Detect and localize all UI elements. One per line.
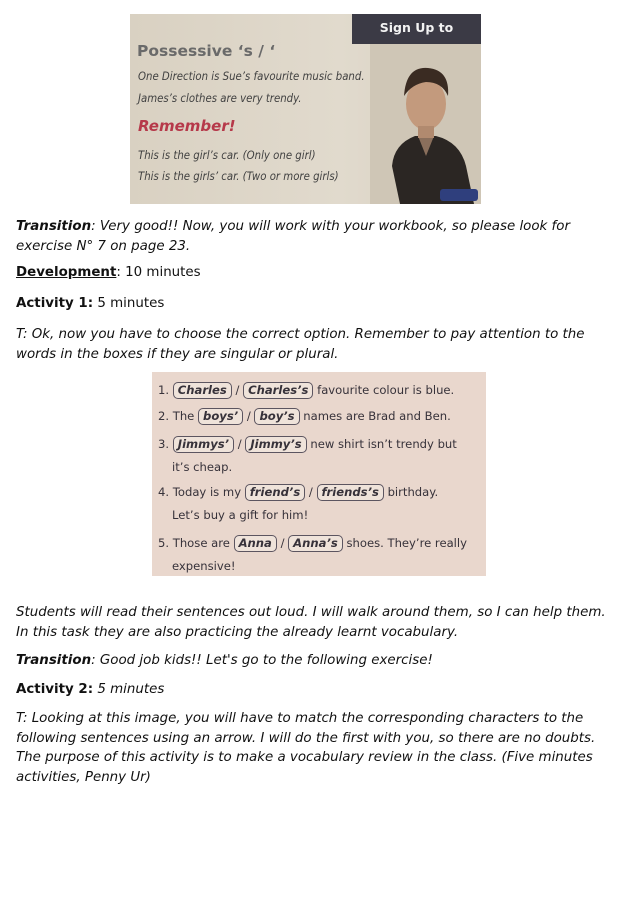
transition-2-text: Good job kids!! Let's go to the following exercise!: [99, 653, 433, 668]
development-line: Development: 10 minutes: [16, 265, 201, 280]
development-label: Development: [16, 265, 117, 280]
option-a-box[interactable]: Anna: [234, 535, 277, 552]
exercise-suffix: new shirt isn’t trendy but: [310, 437, 457, 451]
instruction-2: T: Looking at this image, you will have to match the corresponding characters to the following sentences using an arrow. I will do the first with you, so there are no doubts. The purpose of this activity is to make a vocabulary review in the class. (Five minutes activities, Penny Ur): [16, 711, 596, 785]
remember-heading: Remember!: [138, 117, 236, 135]
grammar-example-1: One Direction is Sue’s favourite music band.: [138, 70, 365, 83]
option-a-box[interactable]: boys’: [198, 408, 243, 425]
option-b-box[interactable]: Charles’s: [243, 382, 313, 399]
option-a-box[interactable]: Charles: [173, 382, 232, 399]
transition-1: Transition: Very good!! Now, you will work with your workbook, so please look for exercise N° 7 on page 23.: [16, 219, 570, 254]
grammar-box-photo: [130, 14, 481, 204]
exercise-suffix: names are Brad and Ben.: [303, 409, 451, 423]
option-separator: /: [237, 437, 242, 451]
exercise-number: 3.: [158, 437, 170, 451]
exercise-continuation: expensive!: [172, 559, 236, 573]
exercise-continuation: it’s cheap.: [172, 460, 233, 474]
exercise-prefix: Those are: [172, 536, 230, 550]
option-separator: /: [308, 485, 313, 499]
exercise-item: [158, 535, 467, 552]
exercise-number: 1.: [158, 383, 170, 397]
exercise-number: 5.: [158, 536, 170, 550]
activity-1-label: Activity 1:: [16, 296, 94, 311]
option-b-box[interactable]: Anna’s: [288, 535, 343, 552]
transition-2-label: Transition: [16, 653, 92, 668]
option-separator: /: [246, 409, 251, 423]
activity-1-text: 5 minutes: [97, 296, 165, 311]
option-separator: /: [280, 536, 285, 550]
exercise-number: 2.: [158, 409, 170, 423]
development-text: 10 minutes: [125, 265, 201, 280]
option-b-box[interactable]: Jimmy’s: [245, 436, 306, 453]
grammar-heading: Possessive ‘s / ‘: [137, 42, 276, 60]
activity-2-label: Activity 2:: [16, 682, 94, 697]
transition-2: Transition: Good job kids!! Let's go to the following exercise!: [16, 653, 433, 668]
exercise-item: [158, 436, 457, 453]
exercise-item: [158, 382, 454, 399]
young-man-illustration: [370, 44, 481, 204]
exercise-continuation: Let’s buy a gift for him!: [172, 508, 309, 522]
option-separator: /: [235, 383, 240, 397]
activity-1-line: [16, 294, 622, 314]
grammar-rule-2: This is the girls’ car. (Two or more girls): [138, 170, 339, 183]
exercise-item: [158, 484, 438, 501]
exercise-suffix: birthday.: [387, 485, 439, 499]
option-b-box[interactable]: boy’s: [254, 408, 299, 425]
grammar-rule-1: This is the girl’s car. (Only one girl): [138, 149, 316, 162]
option-a-box[interactable]: Jimmys’: [173, 436, 234, 453]
grammar-tab-label: Sign Up to: [352, 14, 481, 44]
transition-1-text: Very good!! Now, you will work with your workbook, so please look for exercise N° 7 on page 23.: [16, 219, 570, 254]
exercise-photo: [152, 372, 486, 576]
exercise-suffix: favourite colour is blue.: [317, 383, 455, 397]
grammar-example-2: James’s clothes are very trendy.: [138, 92, 302, 105]
activity-2-line: [16, 680, 622, 700]
option-a-box[interactable]: friend’s: [245, 484, 305, 501]
exercise-suffix: shoes. They’re really: [346, 536, 467, 550]
transition-1-label: Transition: [16, 219, 92, 234]
instruction-1: T: Ok, now you have to choose the correct option. Remember to pay attention to the words in the boxes if they are singular or plural.: [16, 327, 585, 362]
exercise-number: 4.: [158, 485, 170, 499]
students-note: Students will read their sentences out loud. I will walk around them, so I can help them. In this task they are also practicing the already learnt vocabulary.: [16, 605, 606, 640]
activity-2-text: 5 minutes: [97, 682, 165, 697]
option-b-box[interactable]: friends’s: [317, 484, 384, 501]
exercise-prefix: The: [172, 409, 195, 423]
exercise-item: [158, 408, 451, 425]
exercise-prefix: Today is my: [172, 485, 242, 499]
